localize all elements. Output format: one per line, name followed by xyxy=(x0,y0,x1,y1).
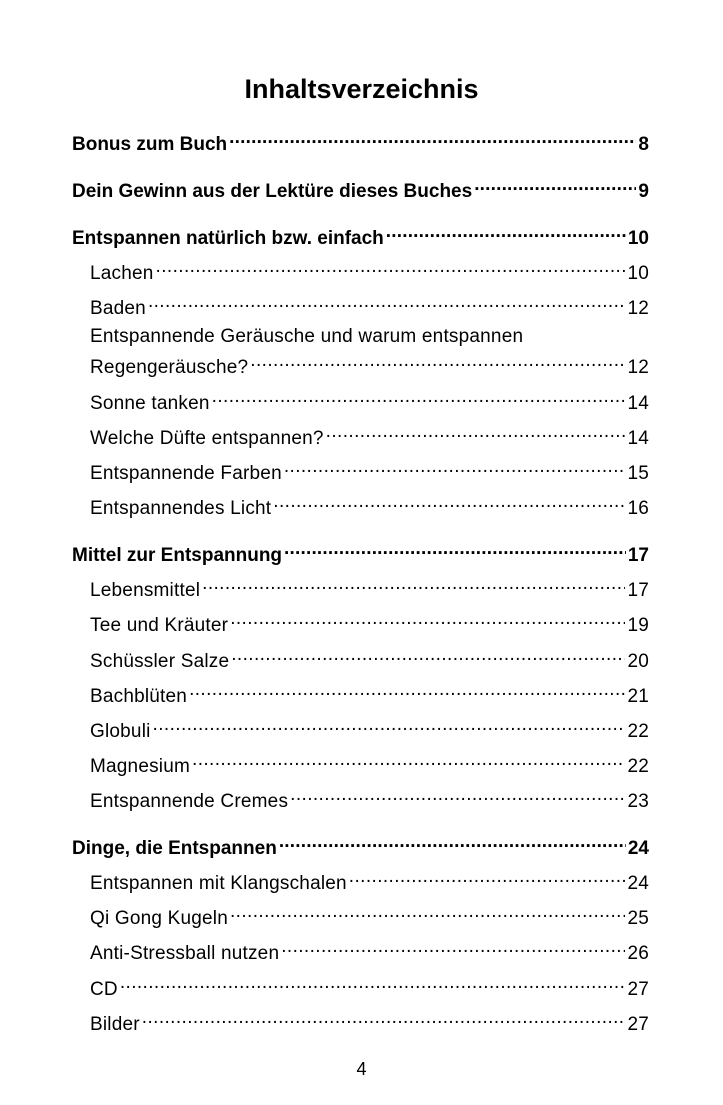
dot-leader xyxy=(474,173,636,197)
toc-entry-label: Sonne tanken xyxy=(90,393,210,414)
toc-entry-label: Tee und Kräuter xyxy=(90,615,229,636)
toc-entry-page: 17 xyxy=(627,545,649,566)
dot-leader xyxy=(279,830,626,854)
toc-entry-page: 20 xyxy=(627,651,649,672)
dot-leader xyxy=(120,971,626,995)
toc-entry-label: Mittel zur Entspannung xyxy=(72,545,283,566)
toc-entry-label: Qi Gong Kugeln xyxy=(90,908,228,929)
toc-entry-page: 24 xyxy=(627,873,649,894)
toc-section-tee[interactable] xyxy=(90,607,649,638)
dot-leader xyxy=(290,783,625,807)
toc-entry-label-line2: Regengeräusche? xyxy=(90,357,249,378)
dot-leader xyxy=(231,643,625,667)
toc-entry-page: 15 xyxy=(627,463,649,484)
toc-section-globuli[interactable] xyxy=(90,713,649,744)
dot-leader xyxy=(326,420,626,444)
toc-entry-page: 14 xyxy=(627,428,649,449)
toc-entry-page: 12 xyxy=(627,357,649,378)
toc-entry-page: 22 xyxy=(627,756,649,777)
toc-section-baden[interactable] xyxy=(90,290,649,321)
toc-section-duefte[interactable] xyxy=(90,420,649,451)
dot-leader xyxy=(142,1006,626,1030)
toc-chapter-bonus[interactable] xyxy=(72,126,649,157)
toc-chapter-entspannen-natuerlich[interactable] xyxy=(72,220,649,251)
toc-section-geraeusche[interactable] xyxy=(90,325,649,380)
toc-section-salze[interactable] xyxy=(90,643,649,674)
dot-leader xyxy=(189,678,625,702)
dot-leader xyxy=(349,865,626,889)
toc-entry-label: Entspannendes Licht xyxy=(90,498,272,519)
toc-section-magnesium[interactable] xyxy=(90,748,649,779)
toc-section-bilder[interactable] xyxy=(90,1006,649,1037)
dot-leader xyxy=(202,572,625,596)
toc-entry-label: Dinge, die Entspannen xyxy=(72,838,277,859)
toc-section-cd[interactable] xyxy=(90,971,649,1002)
dot-leader xyxy=(229,126,636,150)
dot-leader xyxy=(192,748,625,772)
toc-section-klangschalen[interactable] xyxy=(90,865,649,896)
dot-leader xyxy=(273,490,625,514)
toc-entry-page: 9 xyxy=(638,181,649,202)
toc-entry-label: Schüssler Salze xyxy=(90,651,230,672)
dot-leader xyxy=(250,349,625,373)
toc-entry-page: 12 xyxy=(627,298,649,319)
toc-entry-page: 14 xyxy=(627,393,649,414)
toc-entry-page: 10 xyxy=(627,263,649,284)
dot-leader xyxy=(153,713,626,737)
toc-entry-page: 26 xyxy=(627,943,649,964)
toc-section-stressball[interactable] xyxy=(90,935,649,966)
toc-entry-label: Lebensmittel xyxy=(90,580,201,601)
dot-leader xyxy=(284,455,626,479)
toc-section-licht[interactable] xyxy=(90,490,649,521)
toc-section-bachblueten[interactable] xyxy=(90,678,649,709)
dot-leader xyxy=(148,290,626,314)
toc-entry-label: Bonus zum Buch xyxy=(72,134,228,155)
toc-entry-page: 17 xyxy=(627,580,649,601)
toc-entry-label: Entspannen natürlich bzw. einfach xyxy=(72,228,384,249)
toc-entry-label: Bilder xyxy=(90,1014,140,1035)
toc-section-qi-gong[interactable] xyxy=(90,900,649,931)
toc-entry-label: Lachen xyxy=(90,263,154,284)
dot-leader xyxy=(230,607,625,631)
toc-entry-page: 27 xyxy=(627,979,649,1000)
toc-entry-label: Globuli xyxy=(90,721,151,742)
toc-chapter-mittel[interactable] xyxy=(72,537,649,568)
toc-section-farben[interactable] xyxy=(90,455,649,486)
page-number: 4 xyxy=(356,1059,367,1079)
page-title: Inhaltsverzeichnis xyxy=(244,74,479,104)
toc-entry-page: 24 xyxy=(627,838,649,859)
toc-entry-page: 27 xyxy=(627,1014,649,1035)
toc-entry-page: 16 xyxy=(627,498,649,519)
toc-entry-label: Anti-Stressball nutzen xyxy=(90,943,280,964)
toc-chapter-gewinn[interactable] xyxy=(72,173,649,204)
dot-leader xyxy=(212,385,626,409)
toc-entry-page: 21 xyxy=(627,686,649,707)
toc-entry-label: Entspannen mit Klangschalen xyxy=(90,873,347,894)
toc-entry-label: Entspannende Farben xyxy=(90,463,282,484)
toc-entry-label-line1: Entspannende Geräusche und warum entspannen xyxy=(90,326,524,347)
dot-leader xyxy=(281,935,625,959)
toc-section-sonne-tanken[interactable] xyxy=(90,385,649,416)
dot-leader xyxy=(284,537,626,561)
toc-entry-label: Bachblüten xyxy=(90,686,188,707)
toc-entry-label: Magnesium xyxy=(90,756,191,777)
toc-entry-page: 19 xyxy=(627,615,649,636)
toc-entry-page: 25 xyxy=(627,908,649,929)
dot-leader xyxy=(230,900,625,924)
toc-entry-page: 23 xyxy=(627,791,649,812)
toc-entry-label: CD xyxy=(90,979,118,1000)
dot-leader xyxy=(156,255,626,279)
toc-entry-page: 8 xyxy=(638,134,649,155)
toc-entry-page: 22 xyxy=(627,721,649,742)
toc-entry-label: Dein Gewinn aus der Lektüre dieses Buches xyxy=(72,181,473,202)
toc-section-lebensmittel[interactable] xyxy=(90,572,649,603)
toc-entry-label: Welche Düfte entspannen? xyxy=(90,428,324,449)
toc-section-cremes[interactable] xyxy=(90,783,649,814)
toc-entry-page: 10 xyxy=(627,228,649,249)
toc-entry-label: Baden xyxy=(90,298,146,319)
dot-leader xyxy=(386,220,626,244)
toc-entry-label: Entspannende Cremes xyxy=(90,791,289,812)
toc-chapter-dinge[interactable] xyxy=(72,830,649,861)
toc-section-lachen[interactable] xyxy=(90,255,649,286)
